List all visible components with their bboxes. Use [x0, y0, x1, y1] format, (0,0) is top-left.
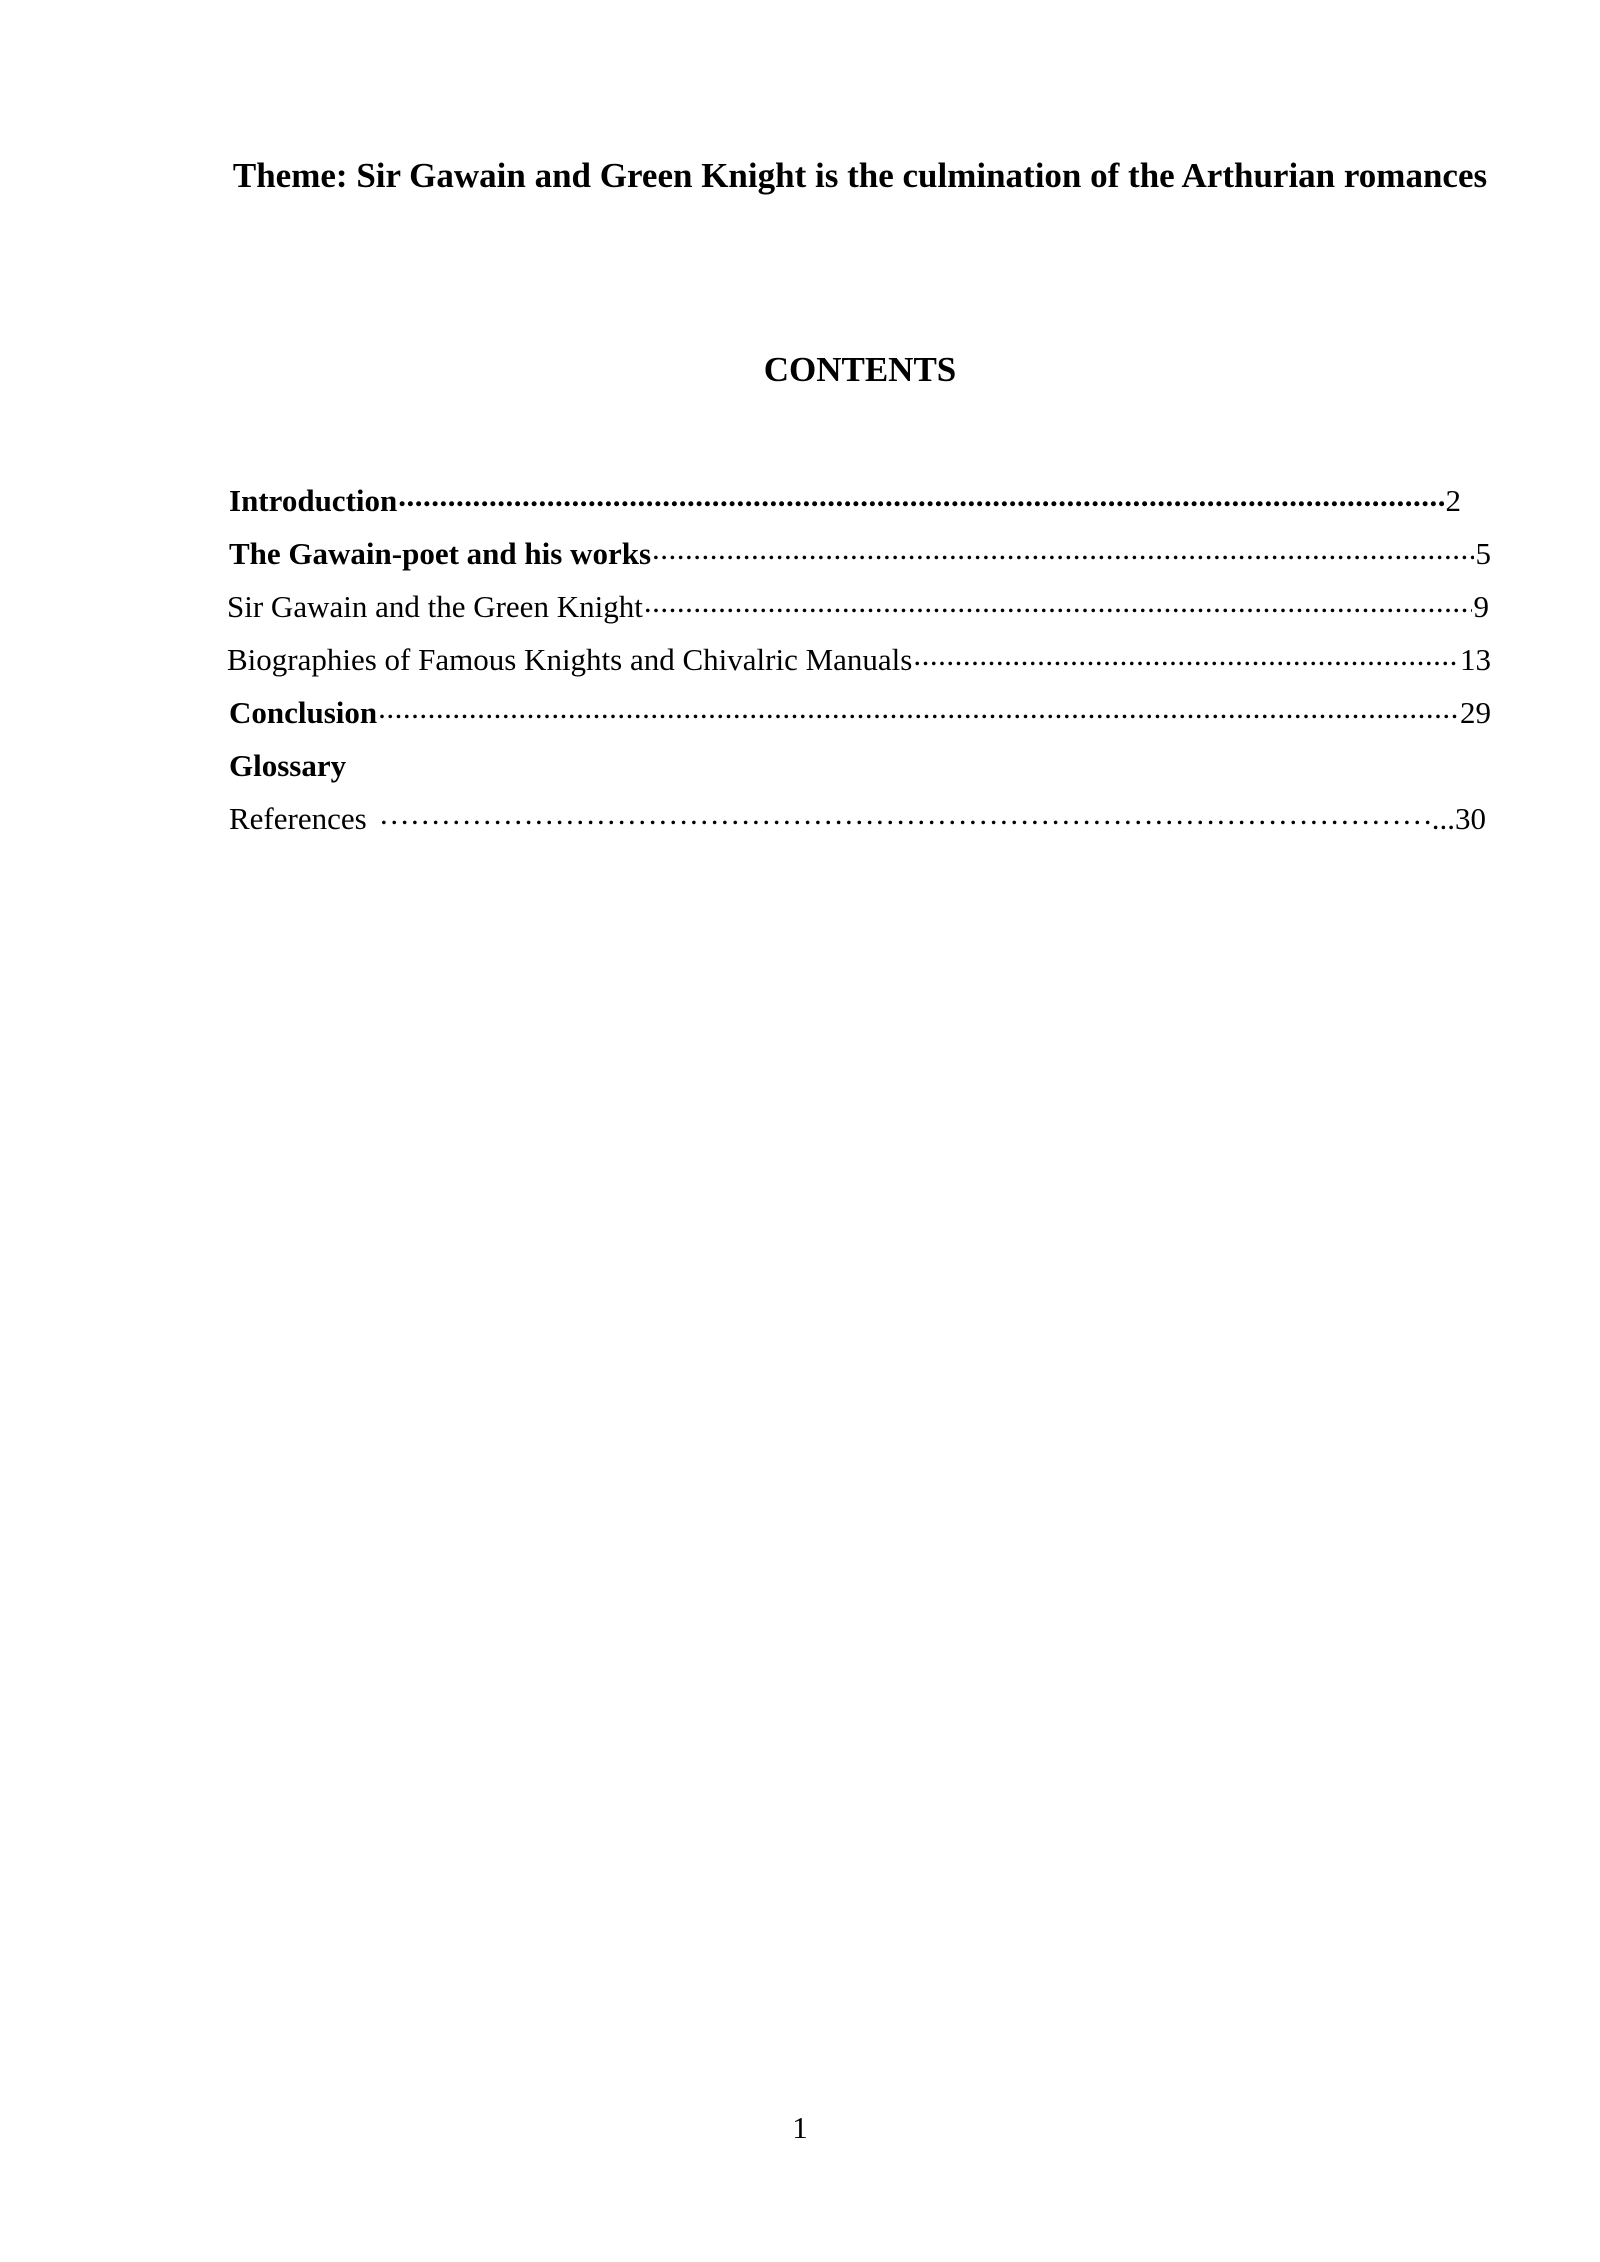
toc-page-number: 9: [1473, 589, 1489, 624]
toc-label: The Gawain-poet and his works: [229, 536, 652, 571]
toc-entry-sir-gawain[interactable]: [227, 580, 1489, 633]
toc-label: Sir Gawain and the Green Knight: [227, 589, 643, 624]
toc-entry-glossary[interactable]: [229, 739, 1491, 792]
toc-label: References: [229, 801, 367, 836]
toc-page-number: ...30: [1431, 801, 1486, 836]
table-of-contents: [229, 474, 1491, 845]
toc-page-number: 29: [1460, 695, 1491, 730]
toc-label: Biographies of Famous Knights and Chivalric Manuals: [227, 642, 913, 677]
toc-page-number: 2: [1445, 483, 1461, 518]
toc-entry-introduction[interactable]: [229, 474, 1461, 527]
toc-dot-leader: [644, 587, 1472, 617]
toc-label: Glossary: [229, 748, 347, 783]
toc-entry-references[interactable]: [229, 792, 1486, 845]
page-number: 1: [792, 2110, 808, 2145]
toc-dot-leader: [913, 640, 1458, 670]
toc-dot-leader: [398, 481, 1443, 511]
toc-page-number: 5: [1475, 536, 1491, 571]
toc-ellipsis-leader: [379, 799, 1430, 829]
toc-page-number: 13: [1460, 642, 1491, 677]
toc-entry-gawain-poet[interactable]: [229, 527, 1491, 580]
toc-dot-leader: [378, 693, 1458, 723]
toc-entry-conclusion[interactable]: [229, 686, 1491, 739]
contents-heading: CONTENTS: [763, 350, 957, 389]
toc-entry-biographies[interactable]: [227, 633, 1491, 686]
toc-label: Introduction: [229, 483, 398, 518]
toc-dot-leader: [652, 534, 1473, 564]
toc-label: Conclusion: [229, 695, 378, 730]
document-title: Theme: Sir Gawain and Green Knight is the culmination of the Arthurian romances: [232, 156, 1488, 195]
